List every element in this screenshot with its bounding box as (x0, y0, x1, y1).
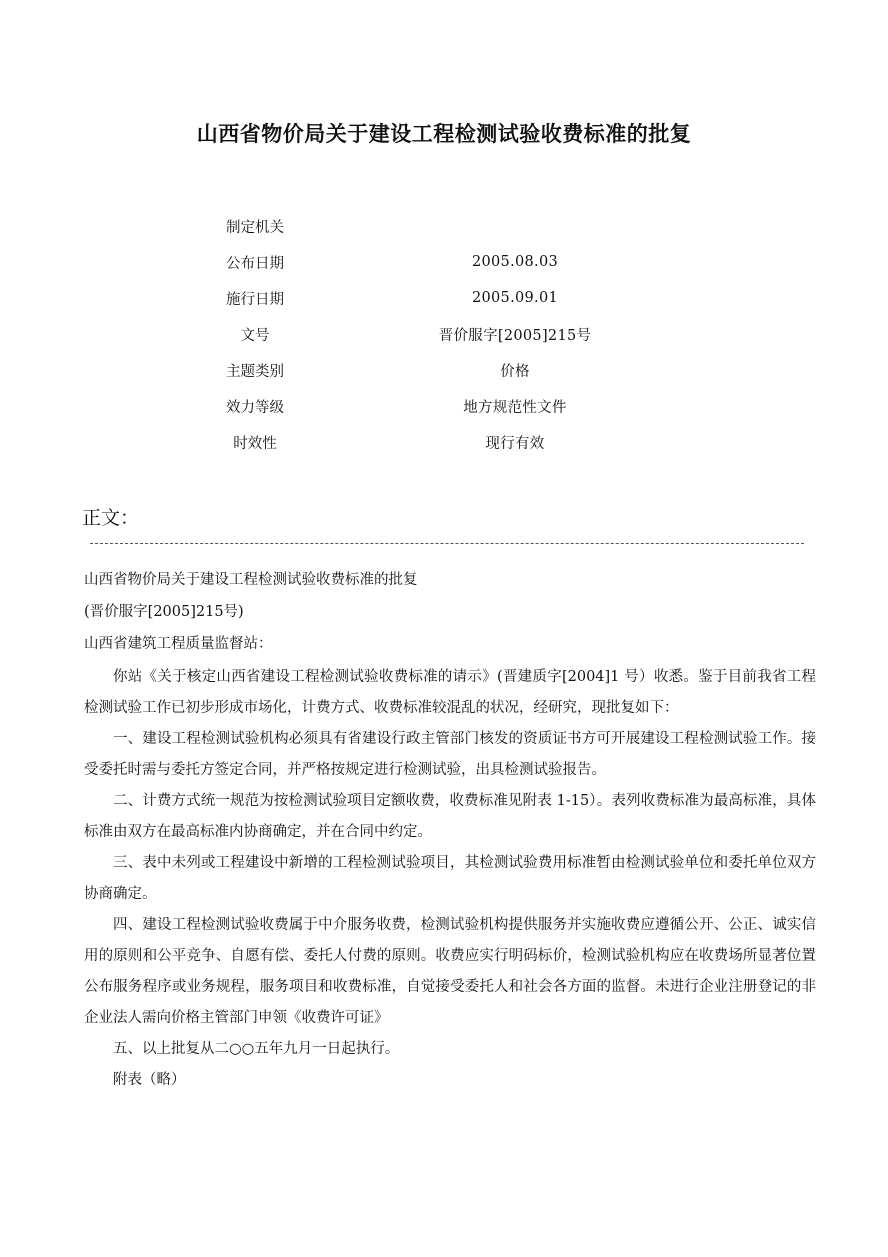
body-paragraph: 附表（略） (113, 1072, 186, 1088)
meta-row-publish-date (160, 244, 680, 280)
meta-value: 2005.09.01 (471, 290, 559, 306)
body-paragraph: 五、以上批复从二○○五年九月一日起执行。 (113, 1041, 400, 1057)
meta-row-issuer (160, 208, 680, 244)
meta-value: 2005.08.03 (471, 254, 559, 270)
meta-row-status (160, 424, 680, 460)
meta-label: 效力等级 (226, 399, 284, 416)
document-body (84, 566, 816, 1096)
metadata-table (160, 208, 680, 460)
body-paragraph: 你站《关于核定山西省建设工程检测试验收费标准的请示》(晋建质字[2004]1 号）收悉。鉴于目前我省工程检测试验工作已初步形成市场化，计费方式、收费标准较混乱的状况，经研究，现批复如下： (84, 669, 816, 716)
meta-label: 时效性 (233, 435, 277, 452)
meta-label: 制定机关 (226, 219, 284, 236)
body-paragraph: 三、表中未列或工程建设中新增的工程检测试验项目，其检测试验费用标准暂由检测试验单位和委托单位双方协商确定。 (84, 855, 816, 902)
doc-number-line: (晋价服字[2005]215号) (84, 604, 244, 620)
body-paragraph: 一、建设工程检测试验机构必须具有省建设行政主管部门核发的资质证书方可开展建设工程检测试验工作。接受委托时需与委托方签定合同，并严格按规定进行检测试验，出具检测试验报告。 (84, 731, 816, 778)
meta-row-doc-number (160, 316, 680, 352)
dashed-divider (90, 543, 804, 544)
meta-row-level (160, 388, 680, 424)
document-title: 山西省物价局关于建设工程检测试验收费标准的批复 (196, 122, 692, 146)
body-title-line: 山西省物价局关于建设工程检测试验收费标准的批复 (84, 572, 418, 588)
meta-value: 地方规范性文件 (463, 399, 567, 416)
meta-row-category (160, 352, 680, 388)
body-heading: 正文： (82, 507, 140, 529)
meta-label: 主题类别 (226, 363, 284, 380)
meta-label: 施行日期 (226, 291, 284, 308)
meta-value: 现行有效 (485, 435, 545, 452)
meta-value: 晋价服字[2005]215号 (438, 327, 592, 344)
meta-label: 文号 (240, 327, 270, 344)
body-paragraph: 二、计费方式统一规范为按检测试验项目定额收费，收费标准见附表 1-15）。表列收费标准为最高标准，具体标准由双方在最高标准内协商确定，并在合同中约定。 (84, 793, 816, 840)
meta-value: 价格 (500, 363, 530, 380)
addressee-line: 山西省建筑工程质量监督站： (84, 636, 273, 652)
body-paragraph: 四、建设工程检测试验收费属于中介服务收费，检测试验机构提供服务并实施收费应遵循公开、公正、诚实信用的原则和公平竞争、自愿有偿、委托人付费的原则。收费应实行明码标价，检测试验机构应在收费场所显著位置公布服务程序或业务规程，服务项目和收费标准，自觉接受委托人和社会各方面的监督。未进行企业注册登记的非企业法人需向价格主管部门申领《收费许可证》 (84, 917, 816, 1026)
meta-label: 公布日期 (226, 255, 284, 272)
meta-row-effective-date (160, 280, 680, 316)
